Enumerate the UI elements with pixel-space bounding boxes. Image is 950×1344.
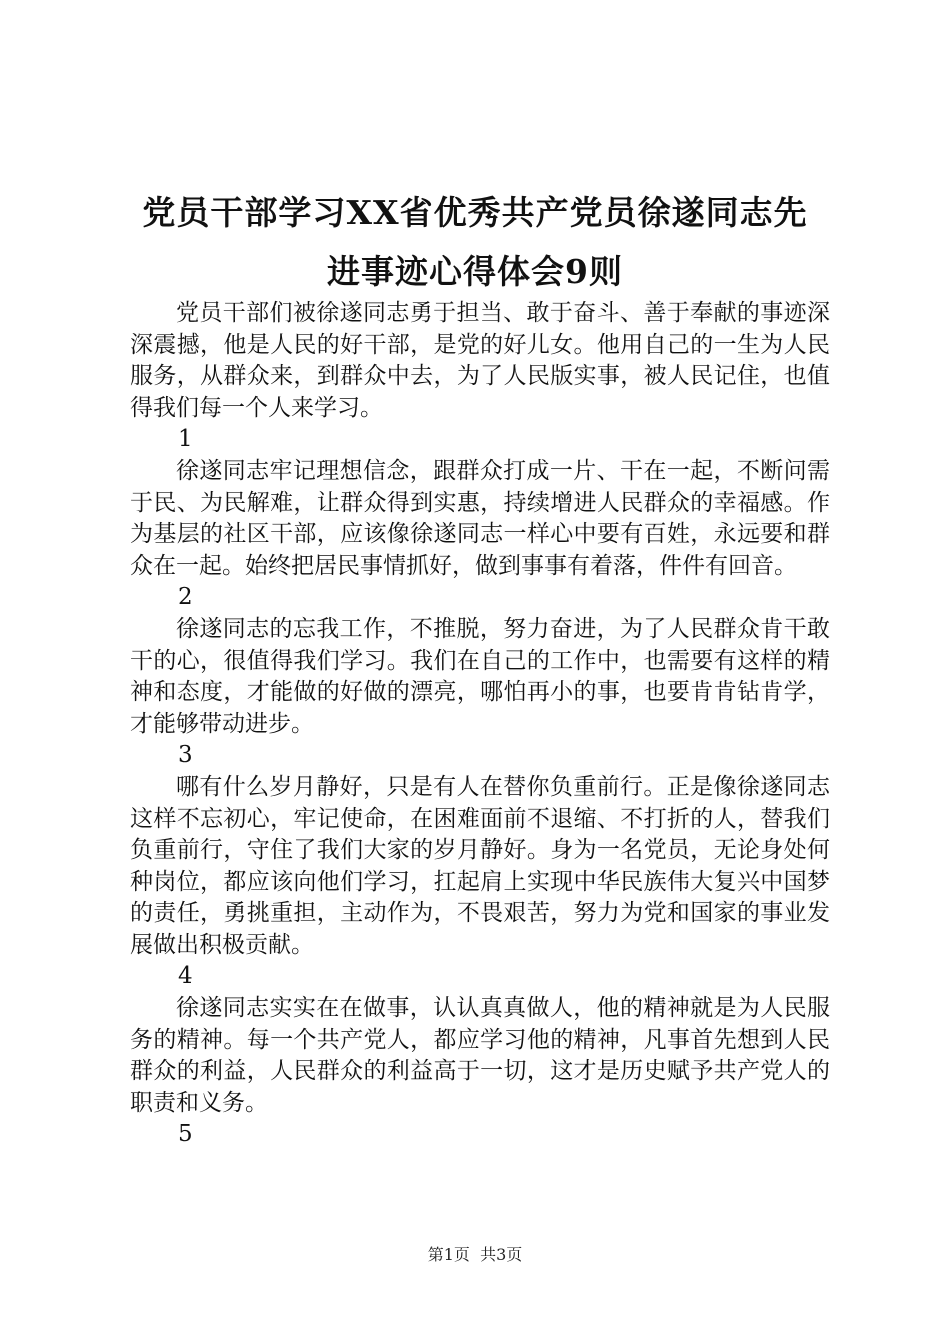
- page-number: 第1页 共3页: [427, 1245, 523, 1264]
- paragraph-3: 哪有什么岁月静好，只是有人在替你负重前行。正是像徐遂同志这样不忘初心，牢记使命，在困难面前不退缩、不打折的人，替我们负重前行，守住了我们大家的岁月静好。身为一名党员，无论身处何种岗位，都应该向他们学习，扛起肩上实现中华民族伟大复兴中国梦的责任，勇挑重担，主动作为，不畏艰苦，努力为党和国家的事业发展做出积极贡献。: [130, 773, 830, 958]
- section-number: 4: [178, 963, 193, 990]
- section-number: 3: [178, 742, 193, 769]
- paragraph-2: 徐遂同志的忘我工作，不推脱，努力奋进，为了人民群众肯干敢干的心，很值得我们学习。我们在自己的工作中，也需要有这样的精神和态度，才能做的好做的漂亮，哪怕再小的事，也要肯肯钻肯学，才能够带动进步。: [130, 615, 830, 737]
- paragraph-1: 徐遂同志牢记理想信念，跟群众打成一片、干在一起，不断问需于民、为民解难，让群众得到实惠，持续增进人民群众的幸福感。作为基层的社区干部，应该像徐遂同志一样心中要有百姓，永远要和群众在一起。始终把居民事情抓好，做到事事有着落，件件有回音。: [130, 457, 830, 579]
- paragraph-intro: 党员干部们被徐遂同志勇于担当、敢于奋斗、善于奉献的事迹深深震撼，他是人民的好干部，是党的好儿女。他用自己的一生为人民服务，从群众来，到群众中去，为了人民版实事，被人民记住，也值得我们每一个人来学习。: [130, 300, 830, 421]
- document-title: [100, 183, 850, 301]
- section-number: 1: [178, 426, 193, 453]
- section-number: 2: [178, 584, 193, 611]
- title-line-1: 党员干部学习XX省优秀共产党员徐遂同志先: [142, 193, 808, 232]
- title-line-2: 进事迹心得体会9则: [327, 252, 623, 291]
- paragraph-4: 徐遂同志实实在在做事，认认真真做人，他的精神就是为人民服务的精神。每一个共产党人，都应学习他的精神，凡事首先想到人民群众的利益，人民群众的利益高于一切，这才是历史赋予共产党人的职责和义务。: [130, 995, 830, 1116]
- page-footer: [0, 1244, 950, 1266]
- section-number: 5: [178, 1121, 193, 1148]
- document-body: [130, 298, 830, 1151]
